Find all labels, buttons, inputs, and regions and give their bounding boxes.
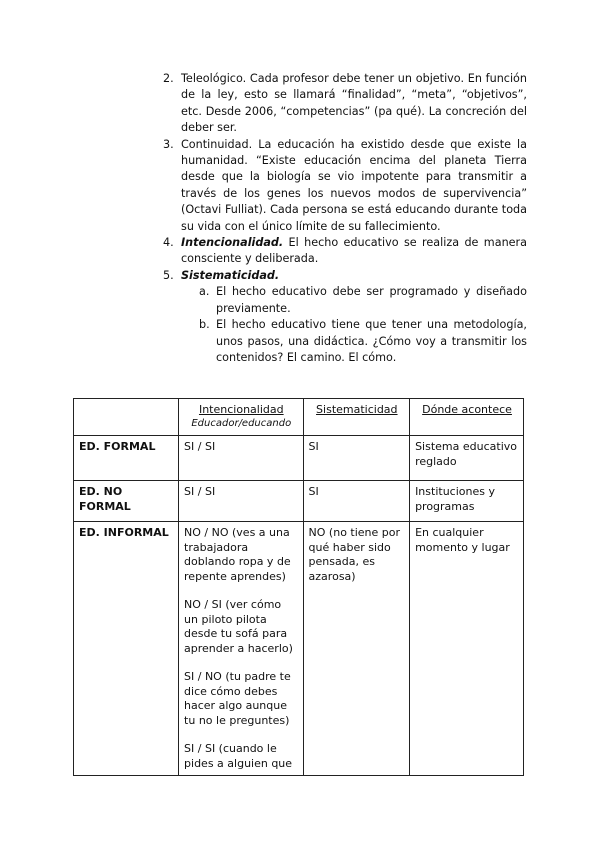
row-label: ED. INFORMAL bbox=[74, 522, 179, 776]
item-text: Teleológico. Cada profesor debe tener un objetivo. En función de la ley, esto se llamará “finalidad”, “meta”, “objetivos”, etc. Desde 2006, “competencias” (pa qué). La concreción del deber ser. bbox=[181, 72, 527, 135]
table-row bbox=[74, 481, 524, 522]
list-subitem-a bbox=[199, 284, 527, 317]
list-item-5 bbox=[163, 268, 527, 284]
subitem-letter: b. bbox=[199, 318, 210, 332]
item-number: 4. bbox=[163, 236, 174, 250]
header-empty-cell bbox=[74, 399, 179, 436]
subitem-text: El hecho educativo debe ser programado y diseñado previamente. bbox=[216, 285, 527, 315]
cell-sistematicidad: SI bbox=[303, 436, 410, 481]
item-number: 2. bbox=[163, 72, 174, 85]
item-text bbox=[181, 268, 527, 284]
item-text: Continuidad. La educación ha existido desde que existe la humanidad. “Existe educación encima del planeta Tierra desde que la biología se vio impotente para transmitir a través de los genes los nuevos modos de supervivencia” (Octavi Fulliat). Cada persona se está educando durante toda su vida con el único límite de su fallecimiento. bbox=[181, 137, 527, 233]
subitem-letter: a. bbox=[199, 285, 210, 299]
cell-donde: Sistema educativo reglado bbox=[410, 436, 524, 481]
table-row bbox=[74, 522, 524, 776]
cell-sistematicidad: NO (no tiene por qué haber sido pensada, es azarosa) bbox=[303, 522, 410, 776]
item-term: Intencionalidad. bbox=[181, 236, 284, 250]
case-paragraph: NO / NO (ves a una trabajadora doblando ropa y de repente aprendes) bbox=[184, 526, 291, 583]
header-intencionalidad-label: Intencionalidad bbox=[198, 403, 284, 416]
table-header-row bbox=[74, 399, 524, 436]
header-intencionalidad bbox=[179, 399, 304, 436]
numbered-list bbox=[163, 71, 527, 366]
item-body: El hecho educativo se realiza de manera consciente y deliberada. bbox=[181, 236, 527, 266]
subitem-text: El hecho educativo tiene que tener una metodología, unos pasos, una didáctica. ¿Cómo voy a transmitir los contenidos? El camino. El cómo. bbox=[216, 318, 527, 364]
item-number: 3. bbox=[163, 137, 174, 151]
header-sistematicidad-label: Sistematicidad bbox=[316, 403, 398, 416]
item-text bbox=[181, 235, 527, 268]
table-row bbox=[74, 436, 524, 481]
education-types-table bbox=[73, 398, 524, 776]
list-item-4 bbox=[163, 235, 527, 268]
header-donde-label: Dónde acontece bbox=[422, 403, 512, 416]
case-paragraph: NO / SI (ver cómo un piloto pilota desde tu sofá para aprender a hacerlo) bbox=[184, 598, 293, 655]
header-intencionalidad-sub: Educador/educando bbox=[191, 417, 292, 429]
case-paragraph: SI / SI (cuando le pides a alguien que bbox=[184, 742, 293, 770]
item-term: Sistematicidad. bbox=[181, 268, 280, 282]
list-item-3 bbox=[163, 137, 527, 235]
cell-intencionalidad: SI / SI bbox=[179, 481, 304, 522]
list-item-2 bbox=[163, 71, 527, 137]
case-paragraph: SI / NO (tu padre te dice cómo debes hacer algo aunque tu no le preguntes) bbox=[184, 670, 291, 727]
row-label: ED. FORMAL bbox=[74, 436, 179, 481]
list-subitem-b bbox=[199, 317, 527, 366]
cell-intencionalidad: SI / SI bbox=[179, 436, 304, 481]
item-number: 5. bbox=[163, 268, 174, 282]
cell-donde: En cualquier momento y lugar bbox=[410, 522, 524, 776]
cell-intencionalidad bbox=[179, 522, 304, 776]
cell-sistematicidad: SI bbox=[303, 481, 410, 522]
cell-donde: Instituciones y programas bbox=[410, 481, 524, 522]
header-sistematicidad bbox=[303, 399, 410, 436]
header-donde bbox=[410, 399, 524, 436]
row-label: ED. NO FORMAL bbox=[74, 481, 179, 522]
